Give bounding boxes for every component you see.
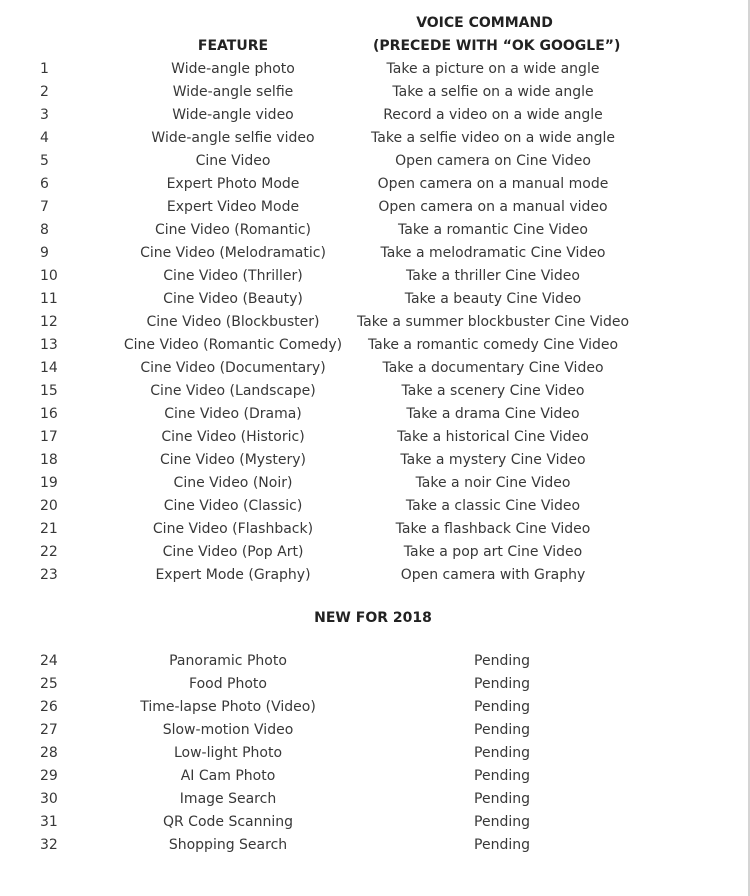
voice-command-cell: Take a romantic Cine Video: [398, 222, 588, 238]
voice-command-cell: Pending: [474, 791, 530, 807]
table-row: [0, 541, 750, 564]
voice-command-cell: Take a scenery Cine Video: [401, 383, 585, 399]
row-number: 1: [40, 61, 49, 77]
voice-command-cell: Pending: [474, 814, 530, 830]
row-number: 13: [40, 337, 58, 353]
feature-cell: Cine Video (Documentary): [140, 360, 326, 376]
table-row: [0, 81, 750, 104]
row-number: 23: [40, 567, 58, 583]
table-row: [0, 357, 750, 380]
voice-command-cell: Take a mystery Cine Video: [400, 452, 586, 468]
table-row: [0, 127, 750, 150]
table-row: [0, 150, 750, 173]
row-number: 17: [40, 429, 58, 445]
feature-cell: Cine Video (Classic): [163, 498, 303, 514]
feature-cell: QR Code Scanning: [162, 814, 294, 830]
row-number: 11: [40, 291, 58, 307]
table-row: [0, 673, 750, 696]
feature-cell: Low-light Photo: [173, 745, 283, 761]
table-row: [0, 472, 750, 495]
feature-cell: Cine Video (Pop Art): [162, 544, 304, 560]
row-number: 18: [40, 452, 58, 468]
voice-command-cell: Take a drama Cine Video: [406, 406, 580, 422]
row-number: 16: [40, 406, 58, 422]
table-row: [0, 104, 750, 127]
row-number: 9: [40, 245, 49, 261]
section-title-new-for-2018: NEW FOR 2018: [314, 610, 432, 626]
row-number: 4: [40, 130, 49, 146]
feature-cell: Cine Video (Melodramatic): [140, 245, 326, 261]
voice-command-cell: Pending: [474, 722, 530, 738]
table-row: [0, 834, 750, 857]
row-number: 2: [40, 84, 49, 100]
row-number: 3: [40, 107, 49, 123]
table-row: [0, 311, 750, 334]
table-row: [0, 564, 750, 587]
feature-cell: Wide-angle video: [172, 107, 294, 123]
table-row: [0, 650, 750, 673]
table-row: [0, 219, 750, 242]
voice-command-cell: Open camera on Cine Video: [395, 153, 591, 169]
feature-cell: Shopping Search: [168, 837, 288, 853]
table-row: [0, 265, 750, 288]
table-row: [0, 495, 750, 518]
feature-cell: Cine Video (Beauty): [163, 291, 303, 307]
row-number: 6: [40, 176, 49, 192]
row-number: 19: [40, 475, 58, 491]
row-number: 31: [40, 814, 58, 830]
feature-cell: Cine Video (Romantic): [154, 222, 312, 238]
feature-cell: AI Cam Photo: [180, 768, 276, 784]
row-number: 12: [40, 314, 58, 330]
voice-command-header-line1: VOICE COMMAND: [416, 15, 553, 31]
voice-command-cell: Take a selfie video on a wide angle: [371, 130, 615, 146]
voice-command-cell: Take a historical Cine Video: [397, 429, 589, 445]
feature-cell: Cine Video (Landscape): [150, 383, 316, 399]
row-number: 5: [40, 153, 49, 169]
table-row: [0, 58, 750, 81]
table-row: [0, 719, 750, 742]
feature-cell: Cine Video (Mystery): [159, 452, 306, 468]
feature-cell: Cine Video (Thriller): [163, 268, 303, 284]
table-row: [0, 334, 750, 357]
feature-cell: Cine Video (Noir): [173, 475, 293, 491]
row-number: 20: [40, 498, 58, 514]
feature-cell: Cine Video (Flashback): [152, 521, 314, 537]
row-number: 27: [40, 722, 58, 738]
row-number: 26: [40, 699, 58, 715]
table-row: [0, 288, 750, 311]
table-row: [0, 426, 750, 449]
voice-command-cell: Record a video on a wide angle: [383, 107, 603, 123]
feature-cell: Cine Video: [195, 153, 271, 169]
voice-command-cell: Take a documentary Cine Video: [382, 360, 604, 376]
row-number: 24: [40, 653, 58, 669]
row-number: 15: [40, 383, 58, 399]
row-number: 22: [40, 544, 58, 560]
feature-cell: Expert Video Mode: [166, 199, 300, 215]
table-row: [0, 380, 750, 403]
feature-cell: Food Photo: [189, 676, 267, 692]
feature-cell: Wide-angle selfie: [172, 84, 294, 100]
voice-command-cell: Pending: [474, 699, 530, 715]
feature-cell: Cine Video (Historic): [161, 429, 305, 445]
voice-command-cell: Pending: [474, 653, 530, 669]
table-row: [0, 765, 750, 788]
feature-cell: Cine Video (Romantic Comedy): [123, 337, 343, 353]
voice-command-cell: Take a classic Cine Video: [405, 498, 581, 514]
feature-cell: Cine Video (Blockbuster): [146, 314, 320, 330]
table-row: [0, 196, 750, 219]
row-number: 8: [40, 222, 49, 238]
voice-command-cell: Take a selfie on a wide angle: [392, 84, 594, 100]
voice-command-cell: Take a pop art Cine Video: [403, 544, 583, 560]
row-number: 32: [40, 837, 58, 853]
row-number: 10: [40, 268, 58, 284]
feature-cell: Expert Photo Mode: [166, 176, 300, 192]
voice-command-cell: Open camera on a manual video: [378, 199, 608, 215]
table-row: [0, 449, 750, 472]
voice-command-cell: Take a noir Cine Video: [415, 475, 571, 491]
feature-cell: Time-lapse Photo (Video): [140, 699, 316, 715]
row-number: 29: [40, 768, 58, 784]
feature-cell: Image Search: [179, 791, 277, 807]
feature-cell: Wide-angle photo: [171, 61, 295, 77]
voice-command-cell: Pending: [474, 745, 530, 761]
table-row: [0, 696, 750, 719]
row-number: 21: [40, 521, 58, 537]
voice-command-cell: Take a picture on a wide angle: [386, 61, 600, 77]
row-number: 30: [40, 791, 58, 807]
voice-command-cell: Take a melodramatic Cine Video: [380, 245, 606, 261]
table-row: [0, 788, 750, 811]
feature-cell: Wide-angle selfie video: [151, 130, 315, 146]
feature-cell: Cine Video (Drama): [164, 406, 302, 422]
voice-command-header: [373, 12, 621, 58]
voice-command-cell: Take a summer blockbuster Cine Video: [356, 314, 630, 330]
voice-command-cell: Pending: [474, 676, 530, 692]
voice-command-header-line2: (PRECEDE WITH “OK GOOGLE”): [373, 38, 621, 54]
voice-command-cell: Open camera with Graphy: [400, 567, 586, 583]
row-number: 25: [40, 676, 58, 692]
row-number: 14: [40, 360, 58, 376]
table-row: [0, 811, 750, 834]
table-row: [0, 242, 750, 265]
feature-cell: Slow-motion Video: [162, 722, 294, 738]
voice-command-cell: Take a thriller Cine Video: [406, 268, 580, 284]
table-row: [0, 518, 750, 541]
voice-command-cell: Take a beauty Cine Video: [404, 291, 582, 307]
voice-command-cell: Take a romantic comedy Cine Video: [367, 337, 619, 353]
row-number: 28: [40, 745, 58, 761]
voice-command-cell: Open camera on a manual mode: [377, 176, 609, 192]
feature-header: FEATURE: [197, 38, 269, 54]
voice-command-cell: Pending: [474, 837, 530, 853]
row-number: 7: [40, 199, 49, 215]
feature-cell: Panoramic Photo: [169, 653, 287, 669]
voice-command-cell: Pending: [474, 768, 530, 784]
table-row: [0, 742, 750, 765]
table-row: [0, 173, 750, 196]
feature-cell: Expert Mode (Graphy): [155, 567, 311, 583]
voice-command-cell: Take a flashback Cine Video: [395, 521, 591, 537]
table-row: [0, 403, 750, 426]
